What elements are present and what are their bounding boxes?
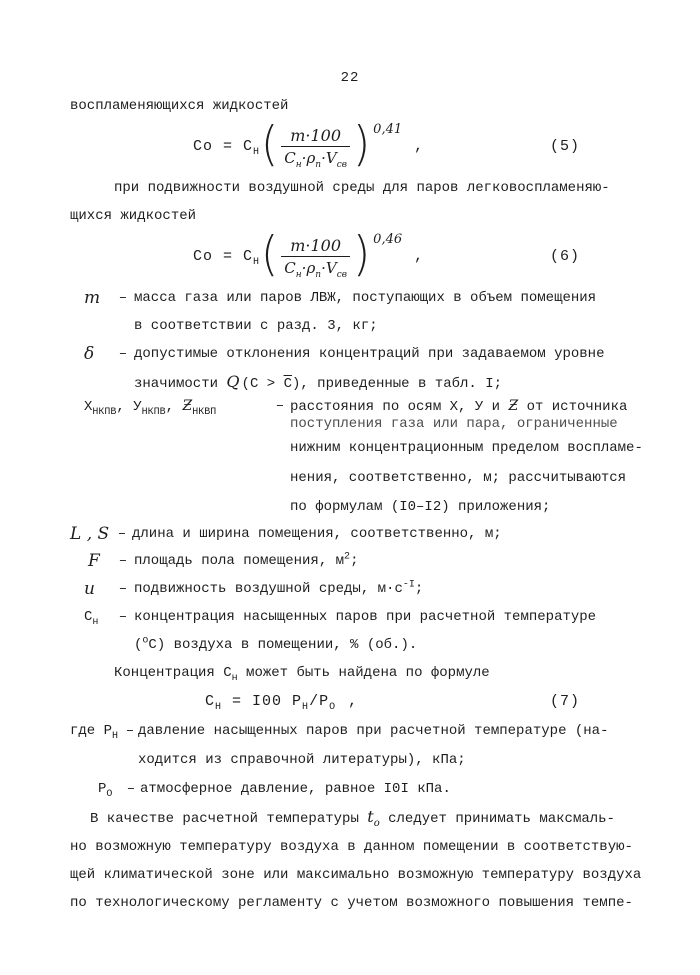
- definition-line: концентрация насыщенных паров при расчетной температуре: [134, 609, 597, 625]
- closing-paragraph: [0, 803, 700, 917]
- dot: ·: [301, 259, 307, 277]
- text-segment: = I00 P: [222, 693, 303, 710]
- definition-line: нижним концентрационным пределом воспламе-: [290, 440, 643, 456]
- dash: –: [275, 398, 285, 414]
- symbol-x: X: [84, 399, 93, 415]
- where-label: где: [70, 723, 104, 739]
- comma: ,: [414, 138, 424, 155]
- symbol-m: m: [84, 288, 101, 308]
- dot: ·: [321, 259, 326, 277]
- symbol-delta: δ: [84, 344, 95, 364]
- definition-text: [134, 284, 666, 340]
- definition-text: атмосферное давление, равное I0I кПа.: [140, 781, 451, 797]
- dash: –: [118, 609, 128, 625]
- formula-6-lhs: [193, 243, 260, 271]
- paragraph-line: [70, 803, 666, 833]
- den-c-sub: н: [295, 160, 302, 170]
- fraction-numerator: m·100: [281, 126, 350, 147]
- paragraph-line: по технологическому регламенту с учетом возможного повышения темпе-: [70, 895, 633, 911]
- paragraph-line: но возможную температуру воздуха в данном помещении в соответствую-: [70, 839, 633, 855]
- formula-5: $Co = C_Н$ ( $\frac{m\cdot 100}{C_н\cdot\rho_п\cdot V_{св}}$ ) 0,41 , (5): [193, 116, 581, 172]
- definition-line: давление насыщенных паров при расчетной температуре (на-: [138, 723, 609, 739]
- symbol-f: F: [88, 551, 100, 571]
- symbol-xyz: [84, 398, 270, 418]
- text-segment: ;: [350, 553, 359, 569]
- text-segment: от источника: [518, 399, 628, 415]
- den-c-sub: н: [295, 270, 302, 280]
- text-segment: ), приведенные в табл. I;: [291, 376, 503, 392]
- formula-5-number: (5): [550, 138, 581, 155]
- symbol-po-text: P: [98, 781, 107, 797]
- text-segment: следует принимать максмаль-: [379, 811, 615, 827]
- definition-ls: [0, 521, 700, 547]
- text-segment: значимости: [134, 376, 227, 392]
- intro-line: воспламеняющихся жидкостей: [70, 98, 289, 114]
- text-segment: ;: [414, 581, 424, 597]
- den-rho-sub: п: [315, 270, 322, 280]
- symbol-ls: L , S: [70, 524, 110, 544]
- text-segment: подвижность воздушной среды, м·с: [134, 581, 403, 597]
- dash: –: [118, 290, 128, 306]
- text-segment: /P: [309, 693, 330, 710]
- dash: –: [117, 526, 127, 542]
- dash: –: [125, 723, 135, 739]
- fraction-denominator: [284, 257, 347, 278]
- formula-6-number: (6): [550, 248, 581, 265]
- subscript: О: [329, 702, 337, 713]
- symbol-q: Q: [226, 372, 240, 391]
- definition-line: масса газа или паров ЛВЖ, поступающих в объем помещения: [134, 290, 597, 306]
- symbol-y-sub: НКПВ: [141, 406, 166, 418]
- comma: ,: [165, 399, 183, 415]
- formula-6-lhs-text: Co = C: [193, 248, 254, 265]
- den-v: V: [325, 149, 337, 167]
- symbol-z-inline: Ƶ: [508, 398, 519, 414]
- dot: ·: [321, 149, 326, 167]
- text-segment: С) воздуха в помещении, % (об.).: [148, 637, 418, 653]
- superscript: -I: [402, 579, 415, 591]
- den-rho-sub: п: [315, 160, 322, 170]
- subscript: н: [231, 672, 238, 684]
- definition-line: [134, 631, 666, 659]
- formula-5-lhs: [193, 133, 260, 161]
- definition-text: [134, 575, 666, 603]
- definition-text: [138, 717, 666, 775]
- dash: –: [126, 781, 136, 797]
- c-bar: $\overline{C}$: [283, 376, 292, 392]
- degree-superscript: о: [142, 635, 149, 647]
- fraction-denominator: [284, 147, 347, 168]
- definition-text: [134, 603, 666, 659]
- definition-line: поступления газа или пара, ограниченные: [290, 416, 618, 432]
- symbol-po: [98, 775, 122, 803]
- formula-5-lhs-text: Co = C: [193, 138, 254, 155]
- subscript: Н: [302, 702, 310, 713]
- symbol-y: У: [133, 399, 142, 415]
- fraction-numerator: m·100: [281, 236, 350, 257]
- text-segment: (C >: [241, 376, 284, 392]
- formula-6-lhs-subscript: Н: [253, 257, 261, 268]
- definition-u: [0, 575, 700, 603]
- comma: ,: [116, 399, 134, 415]
- symbol-t-sub: о: [373, 817, 380, 829]
- formula-5-fraction: [281, 126, 350, 168]
- symbol-pn-sub: Н: [112, 730, 119, 742]
- text-segment: площадь пола помещения, м: [134, 553, 345, 569]
- text-segment: В качестве расчетной температуры: [90, 811, 368, 827]
- definition-text: длина и ширина помещения, соответственно, м;: [132, 526, 502, 542]
- text-segment: Концентрация C: [114, 665, 232, 681]
- definition-line: [290, 398, 666, 415]
- definition-line: ходится из справочной литературы), кПа;: [138, 752, 466, 768]
- den-c: C: [284, 149, 296, 167]
- formula-7-number: (7): [550, 693, 581, 710]
- definition-f: [0, 547, 700, 575]
- symbol-pn-text: P: [103, 723, 113, 739]
- definition-xyz: [0, 398, 700, 521]
- page-number: 22: [340, 70, 360, 86]
- formula-6-fraction: [281, 236, 350, 278]
- definition-line: в соответствии с разд. 3, кг;: [134, 318, 378, 334]
- formula-6-exponent: 0,46: [373, 232, 403, 247]
- symbol-z-sub: НКВП: [192, 406, 217, 418]
- definition-m: [0, 284, 700, 340]
- den-rho: ρ: [306, 149, 316, 167]
- text-segment: C: [205, 693, 216, 710]
- subscript: Н: [215, 702, 223, 713]
- formula-5-exponent: 0,41: [373, 122, 403, 137]
- den-c: C: [284, 259, 296, 277]
- den-v-sub: св: [336, 160, 347, 170]
- dot: ·: [301, 149, 307, 167]
- symbol-t: t: [367, 807, 374, 826]
- symbol-cn-sub: н: [92, 616, 99, 628]
- definition-line: допустимые отклонения концентраций при задаваемом уровне: [134, 346, 605, 362]
- definition-line: [134, 368, 666, 398]
- comma: ,: [348, 693, 358, 710]
- symbol-cn: [84, 603, 112, 631]
- symbol-po-sub: О: [106, 788, 113, 800]
- definition-delta: [0, 340, 700, 398]
- dash: –: [118, 346, 128, 362]
- dash: –: [118, 581, 128, 597]
- den-rho: ρ: [306, 259, 316, 277]
- den-v-sub: св: [336, 270, 347, 280]
- definition-text: [134, 547, 666, 575]
- definition-cn: [0, 603, 700, 659]
- formula-5-lhs-subscript: Н: [253, 147, 261, 158]
- den-v: V: [325, 259, 337, 277]
- definition-pn: [0, 717, 700, 775]
- definition-text: [134, 340, 666, 398]
- text-segment: расстояния по осям X, У и: [290, 399, 509, 415]
- symbol-u: u: [84, 579, 95, 599]
- definition-text: [290, 398, 666, 521]
- symbol-z: Ƶ: [182, 398, 193, 414]
- definition-line: по формулам (I0–I2) приложения;: [290, 499, 551, 515]
- symbol-x-sub: НКПВ: [92, 406, 117, 418]
- formula-7-body: [205, 688, 336, 716]
- paragraph-line: при подвижности воздушной среды для паров легковоспламеняю-: [114, 180, 610, 196]
- text-segment: (: [134, 637, 143, 653]
- symbol-cn-text: C: [84, 609, 93, 625]
- symbol-pn: [70, 717, 122, 745]
- paragraph-line: [0, 659, 700, 687]
- dash: –: [118, 553, 128, 569]
- text-segment: может быть найдена по формуле: [237, 665, 490, 681]
- paragraph-line: щихся жидкостей: [70, 208, 197, 224]
- formula-7: [0, 687, 700, 717]
- superscript: 2: [344, 551, 351, 563]
- definition-po: [0, 775, 700, 803]
- paragraph-line: щей климатической зоне или максимально возможную температуру воздуха: [70, 867, 642, 883]
- definition-line: нения, соответственно, м; рассчитываются: [290, 470, 627, 486]
- formula-6: $Co = C_Н$ ( $\frac{m\cdot 100}{C_н\cdot\rho_п\cdot V_{св}}$ ) 0,46 , (6): [193, 226, 581, 282]
- comma: ,: [414, 248, 424, 265]
